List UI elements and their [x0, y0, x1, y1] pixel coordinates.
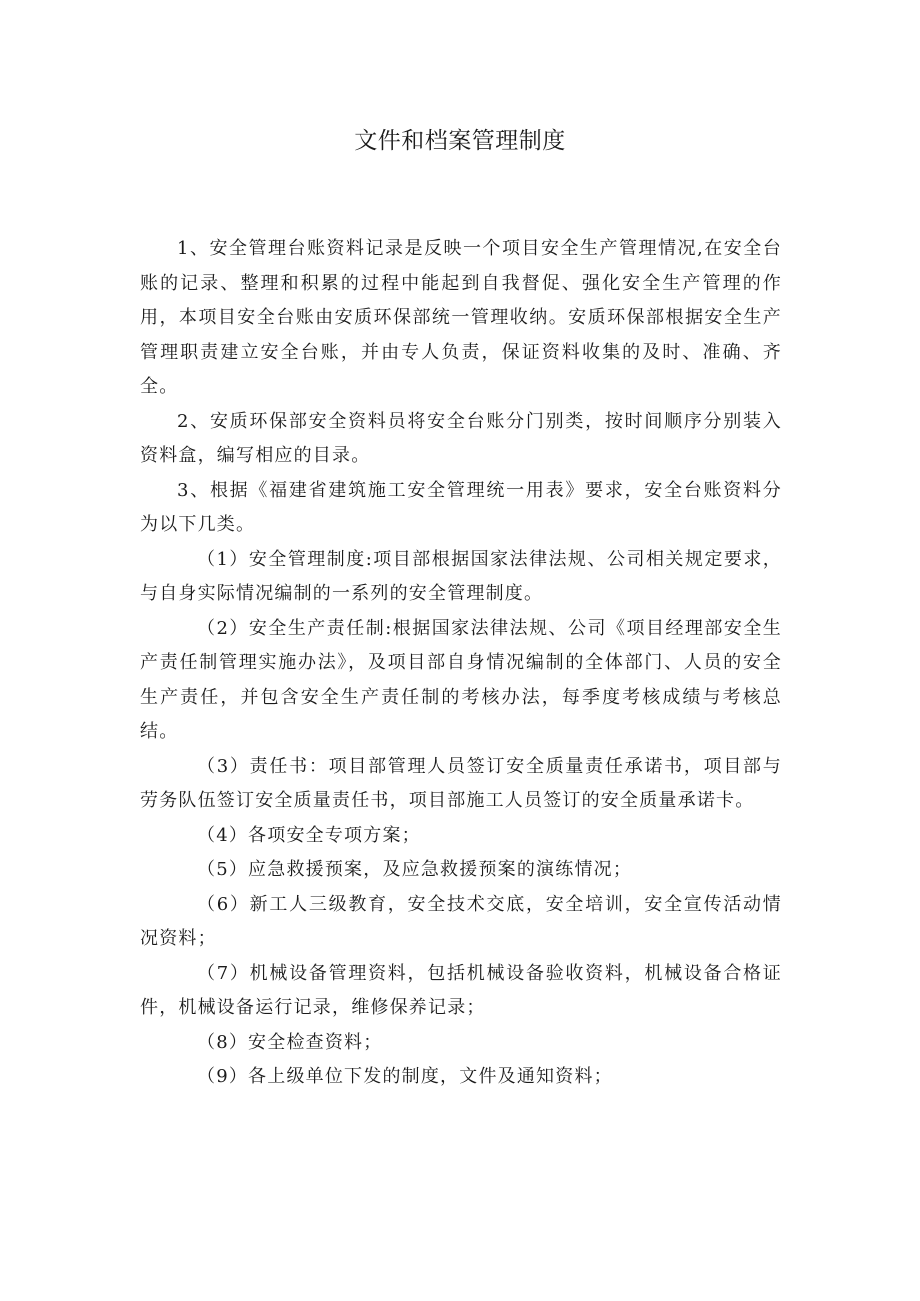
list-item-9: （9）各上级单位下发的制度，文件及通知资料； [197, 1066, 613, 1087]
list-item-6: （6）新工人三级教育，安全技术交底，安全培训，安全宣传活动情况资料； [140, 893, 782, 949]
paragraph-3: 3、根据《福建省建筑施工安全管理统一用表》要求，安全台账资料分为以下几类。 [140, 479, 782, 535]
document-body [140, 232, 782, 1095]
list-item-8: （8）安全检查资料； [197, 1031, 383, 1053]
list-item-2: （2）安全生产责任制:根据国家法律法规、公司《项目经理部安全生产责任制管理实施办法》，及项目部自身情况编制的全体部门、人员的安全生产责任，并包含安全生产责任制的考核办法，每季度考核成绩与考核总结。 [140, 617, 782, 742]
list-item-3: （3）责任书：项目部管理人员签订安全质量责任承诺书，项目部与劳务队伍签订安全质量责任书，项目部施工人员签订的安全质量承诺卡。 [140, 755, 782, 811]
list-item-5: （5）应急救援预案，及应急救援预案的演练情况； [197, 859, 633, 880]
list-item-7: （7）机械设备管理资料，包括机械设备验收资料，机械设备合格证件，机械设备运行记录，维修保养记录； [140, 962, 782, 1018]
document-title: 文件和档案管理制度 [354, 128, 566, 154]
paragraph-1: 1、安全管理台账资料记录是反映一个项目安全生产管理情况,在安全台账的记录、整理和积累的过程中能起到自我督促、强化安全生产管理的作用，本项目安全台账由安质环保部统一管理收纳。安质环保部根据安全生产管理职责建立安全台账，并由专人负责，保证资料收集的及时、准确、齐全。 [140, 238, 782, 397]
list-item-4: （4）各项安全专项方案； [197, 824, 421, 846]
paragraph-2: 2、安质环保部安全资料员将安全台账分门别类，按时间顺序分别装入资料盒，编写相应的目录。 [140, 410, 782, 466]
list-item-1: （1）安全管理制度:项目部根据国家法律法规、公司相关规定要求，与自身实际情况编制的一系列的安全管理制度。 [140, 548, 782, 604]
